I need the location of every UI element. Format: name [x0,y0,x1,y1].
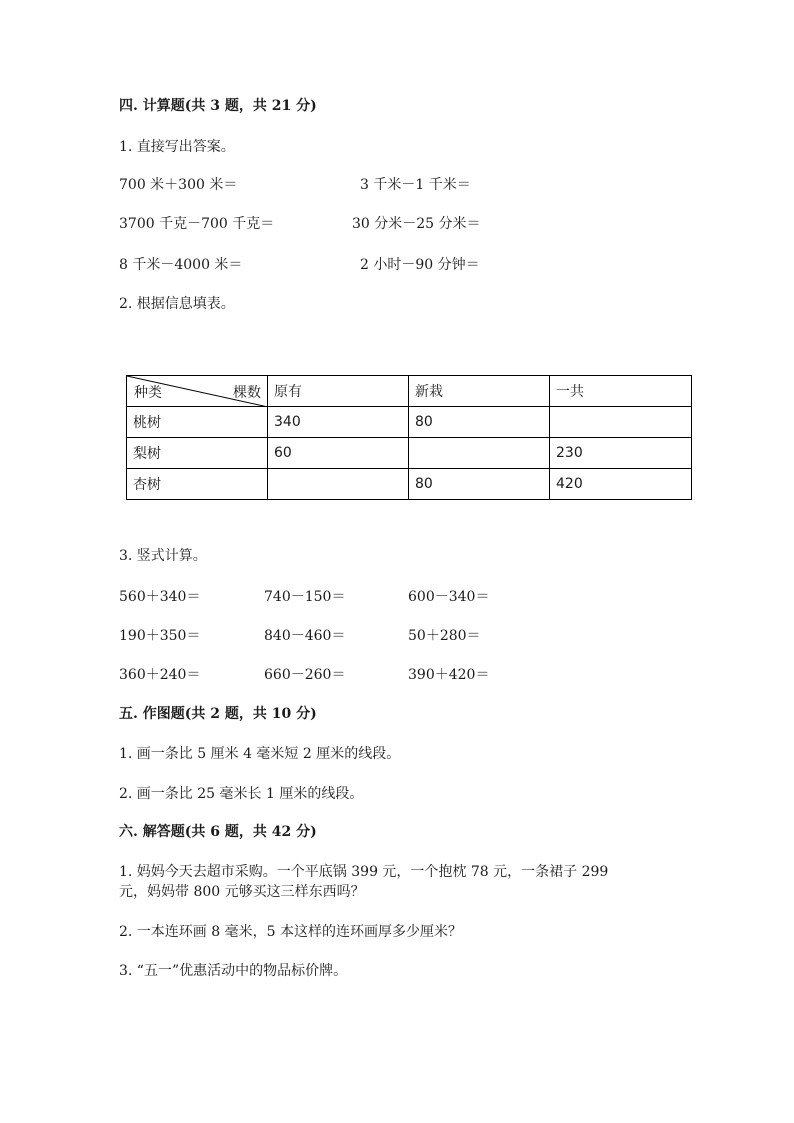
question-4-2-prompt: 2. 根据信息填表。 [119,296,235,312]
calc-item: 840－460＝ [264,628,346,644]
question-4-3-prompt: 3. 竖式计算。 [119,548,207,564]
table-cell: 80 [409,407,550,438]
table-row [127,469,692,500]
calc-item: 190＋350＝ [119,628,201,644]
calc-item: 660－260＝ [264,667,346,683]
table-header: 新栽 [409,376,550,407]
calc-item: 360＋240＝ [119,667,201,683]
table-cell: 420 [550,469,692,500]
table-cell: 桃树 [127,407,268,438]
calc-item: 700 米＋300 米＝ [119,177,238,193]
calc-item: 560＋340＝ [119,589,201,605]
table-cell: 230 [550,438,692,469]
table-corner-cell [127,376,268,407]
calc-item: 30 分米－25 分米＝ [352,216,481,232]
table-cell [409,438,550,469]
calc-item: 3 千米－1 千米＝ [360,177,471,193]
calc-item: 390＋420＝ [408,667,490,683]
table-header-row [127,376,692,407]
question-6-1-line-2: 元，妈妈带 800 元够买这三样东西吗？ [119,884,365,900]
section-6-title: 六. 解答题(共 6 题，共 42 分) [119,824,317,840]
fill-in-table [126,375,692,500]
calc-item: 50＋280＝ [408,628,481,644]
table-cell: 60 [268,438,409,469]
question-6-3: 3. “五一”优惠活动中的物品标价牌。 [119,963,348,979]
table-cell: 80 [409,469,550,500]
corner-label-count: 棵数 [233,385,261,401]
table-cell: 杏树 [127,469,268,500]
table-cell [550,407,692,438]
question-4-1-prompt: 1. 直接写出答案。 [119,139,235,155]
corner-label-category: 种类 [134,385,162,401]
question-6-1-line-1: 1. 妈妈今天去超市采购。一个平底锅 399 元，一个抱枕 78 元，一条裙子 299 [119,864,609,880]
calc-item: 740－150＝ [264,589,346,605]
section-4-title: 四. 计算题(共 3 题，共 21 分) [119,98,317,114]
calc-item: 8 千米－4000 米＝ [119,257,243,273]
question-5-2: 2. 画一条比 25 毫米长 1 厘米的线段。 [119,786,364,802]
table-cell [268,469,409,500]
table-cell: 梨树 [127,438,268,469]
section-5-title: 五. 作图题(共 2 题，共 10 分) [119,706,317,722]
question-6-2: 2. 一本连环画 8 毫米，5 本这样的连环画厚多少厘米？ [119,924,462,940]
table-cell: 340 [268,407,409,438]
table-row [127,407,692,438]
table-header: 原有 [268,376,409,407]
calc-item: 2 小时－90 分钟＝ [360,257,480,273]
table-row [127,438,692,469]
table-header: 一共 [550,376,692,407]
calc-item: 600－340＝ [408,589,490,605]
calc-item: 3700 千克－700 千克＝ [119,216,275,232]
question-5-1: 1. 画一条比 5 厘米 4 毫米短 2 厘米的线段。 [119,746,401,762]
